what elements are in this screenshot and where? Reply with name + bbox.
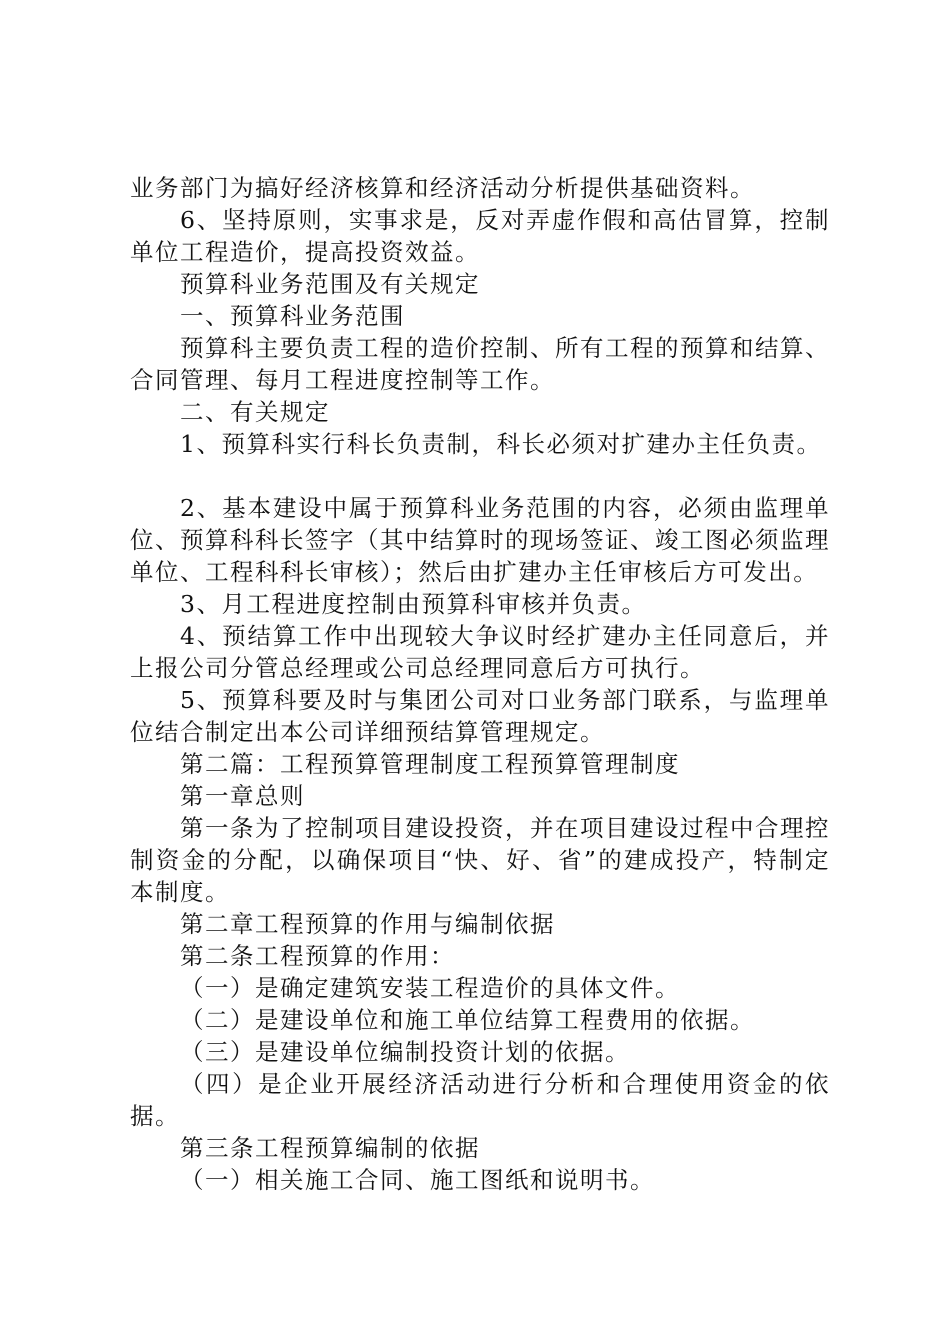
paragraph-item-6: 6、坚持原则，实事求是，反对弄虚作假和高估冒算，控制单位工程造价，提高投资效益。 bbox=[130, 206, 830, 266]
paragraph-regulation-4: 4、预结算工作中出现较大争议时经扩建办主任同意后，并上报公司分管总经理或公司总经理同意后方可执行。 bbox=[130, 622, 830, 682]
list-item-3: （三）是建设单位编制投资计划的依据。 bbox=[180, 1038, 630, 1066]
list-item-2: （二）是建设单位和施工单位结算工程费用的依据。 bbox=[180, 1006, 755, 1034]
section-heading-scope: 预算科业务范围及有关规定 bbox=[180, 270, 480, 298]
chapter-heading-2: 第二章工程预算的作用与编制依据 bbox=[180, 910, 555, 938]
article-heading-3: 第三条工程预算编制的依据 bbox=[180, 1134, 480, 1162]
part-heading: 第二篇：工程预算管理制度工程预算管理制度 bbox=[180, 750, 680, 778]
paragraph-continuation: 业务部门为搞好经济核算和经济活动分析提供基础资料。 bbox=[130, 174, 755, 202]
blank-line bbox=[130, 460, 830, 492]
paragraph-scope-description: 预算科主要负责工程的造价控制、所有工程的预算和结算、合同管理、每月工程进度控制等工作。 bbox=[130, 334, 830, 394]
subheading-scope: 一、预算科业务范围 bbox=[180, 302, 405, 330]
list-item-basis-1: （一）相关施工合同、施工图纸和说明书。 bbox=[180, 1166, 655, 1194]
paragraph-regulation-2: 2、基本建设中属于预算科业务范围的内容，必须由监理单位、预算科科长签字（其中结算时的现场签证、竣工图必须监理单位、工程科科长审核）；然后由扩建办主任审核后方可发出。 bbox=[130, 494, 830, 586]
paragraph-regulation-5: 5、预算科要及时与集团公司对口业务部门联系，与监理单位结合制定出本公司详细预结算管理规定。 bbox=[130, 686, 830, 746]
chapter-heading-1: 第一章总则 bbox=[180, 782, 305, 810]
list-item-4: （四）是企业开展经济活动进行分析和合理使用资金的依据。 bbox=[130, 1070, 830, 1130]
article-heading-2: 第二条工程预算的作用： bbox=[180, 942, 455, 970]
paragraph-regulation-3: 3、月工程进度控制由预算科审核并负责。 bbox=[180, 590, 647, 618]
subheading-regulations: 二、有关规定 bbox=[180, 398, 330, 426]
paragraph-article-1: 第一条为了控制项目建设投资，并在项目建设过程中合理控制资金的分配，以确保项目“快、好、省”的建成投产，特制定本制度。 bbox=[130, 814, 830, 906]
document-body bbox=[130, 172, 830, 1196]
paragraph-regulation-1: 1、预算科实行科长负责制，科长必须对扩建办主任负责。 bbox=[180, 430, 822, 458]
list-item-1: （一）是确定建筑安装工程造价的具体文件。 bbox=[180, 974, 680, 1002]
